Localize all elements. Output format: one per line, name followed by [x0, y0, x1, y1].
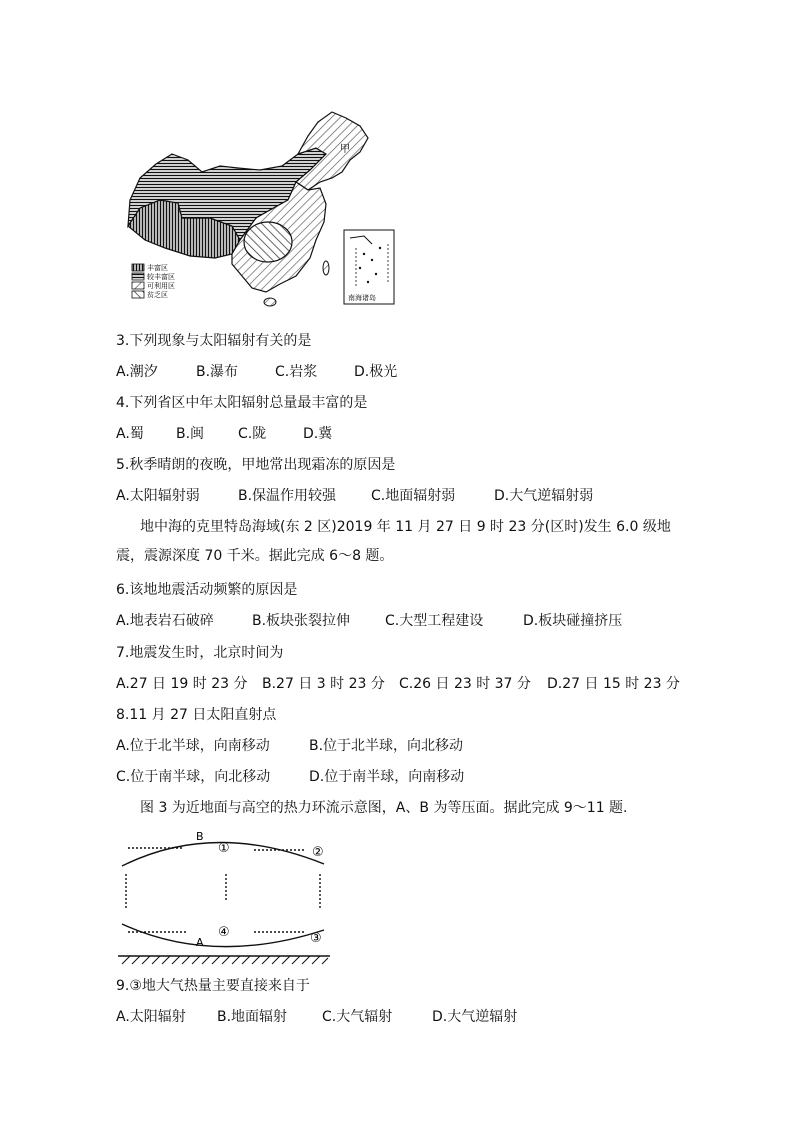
- label-b: B: [196, 830, 204, 843]
- point-3: ③: [310, 931, 322, 946]
- svg-text:丰富区: 丰富区: [147, 264, 168, 272]
- passage-thermal-circulation: [116, 794, 676, 823]
- q8-option-d[interactable]: D.位于南半球，向南移动: [309, 769, 465, 785]
- q7-option-d[interactable]: D.27 日 15 时 23 分: [547, 676, 680, 692]
- q6-option-c[interactable]: C.大型工程建设: [385, 613, 484, 629]
- q3-option-c[interactable]: C.岩浆: [275, 364, 318, 380]
- q3-option-d[interactable]: D.极光: [354, 364, 398, 380]
- ground-surface: [118, 956, 330, 964]
- region-usable-ne: [296, 112, 368, 190]
- q6-option-b[interactable]: B.板块张裂拉伸: [252, 613, 351, 629]
- point-4: ④: [218, 925, 230, 940]
- q9-option-c[interactable]: C.大气辐射: [322, 1009, 393, 1025]
- question-6-stem: 6.该地地震活动频繁的原因是: [116, 582, 298, 598]
- map-legend: [132, 263, 175, 299]
- q4-option-b[interactable]: B.闽: [176, 426, 205, 442]
- q9-option-a[interactable]: A.太阳辐射: [116, 1009, 186, 1025]
- q7-option-b[interactable]: B.27 日 3 时 23 分: [262, 676, 385, 692]
- passage-earthquake-text: 地中海的克里特岛海域(东 2 区)2019 年 11 月 27 日 9 时 23 分(区时)发生 6.0 级地震，震源深度 70 千米。据此完成 6～8 题。: [116, 519, 671, 564]
- q5-option-a[interactable]: A.太阳辐射弱: [116, 488, 200, 504]
- china-solar-radiation-map: [120, 108, 406, 313]
- south-china-sea-inset: [344, 230, 394, 304]
- circulation-flow-lines: [126, 848, 320, 932]
- q3-option-b[interactable]: B.瀑布: [196, 364, 239, 380]
- q7-option-a[interactable]: A.27 日 19 时 23 分: [116, 676, 248, 692]
- point-2: ②: [312, 845, 324, 860]
- q5-option-d[interactable]: D.大气逆辐射弱: [494, 488, 594, 504]
- q3-option-a[interactable]: A.潮汐: [116, 364, 158, 380]
- question-4-stem: 4.下列省区中年太阳辐射总量最丰富的是: [116, 395, 368, 411]
- question-5-stem: 5.秋季晴朗的夜晚，甲地常出现霜冻的原因是: [116, 457, 396, 473]
- point-1: ①: [218, 841, 230, 856]
- passage-earthquake: [116, 513, 676, 571]
- q6-option-a[interactable]: A.地表岩石破碎: [116, 613, 214, 629]
- svg-text:贫乏区: 贫乏区: [147, 291, 168, 299]
- q4-option-d[interactable]: D.冀: [303, 426, 333, 442]
- q4-option-c[interactable]: C.陇: [238, 426, 267, 442]
- svg-text:可利用区: 可利用区: [147, 282, 175, 290]
- region-poor: [244, 222, 292, 262]
- question-8-stem: 8.11 月 27 日太阳直射点: [116, 707, 277, 723]
- thermal-circulation-diagram: [114, 826, 340, 966]
- svg-text:南海诸岛: 南海诸岛: [348, 294, 376, 302]
- q9-option-d[interactable]: D.大气逆辐射: [432, 1009, 518, 1025]
- label-a: A: [196, 936, 204, 949]
- question-9-stem: 9.③地大气热量主要直接来自于: [116, 978, 310, 994]
- q9-option-b[interactable]: B.地面辐射: [217, 1009, 288, 1025]
- q7-option-c[interactable]: C.26 日 23 时 37 分: [399, 676, 531, 692]
- q4-option-a[interactable]: A.蜀: [116, 426, 144, 442]
- svg-text:较丰富区: 较丰富区: [147, 273, 175, 281]
- question-3-stem: 3.下列现象与太阳辐射有关的是: [116, 333, 312, 349]
- q6-option-d[interactable]: D.板块碰撞挤压: [523, 613, 623, 629]
- q8-option-c[interactable]: C.位于南半球，向北移动: [116, 769, 271, 785]
- question-7-stem: 7.地震发生时，北京时间为: [116, 645, 284, 661]
- passage-thermal-text: 图 3 为近地面与高空的热力环流示意图，A、B 为等压面。据此完成 9～11 题.: [140, 800, 628, 816]
- q8-option-a[interactable]: A.位于北半球，向南移动: [116, 738, 270, 754]
- q8-option-b[interactable]: B.位于北半球，向北移动: [309, 738, 464, 754]
- q5-option-b[interactable]: B.保温作用较强: [238, 488, 337, 504]
- region-label-jia: 甲: [340, 144, 350, 155]
- q5-option-c[interactable]: C.地面辐射弱: [371, 488, 456, 504]
